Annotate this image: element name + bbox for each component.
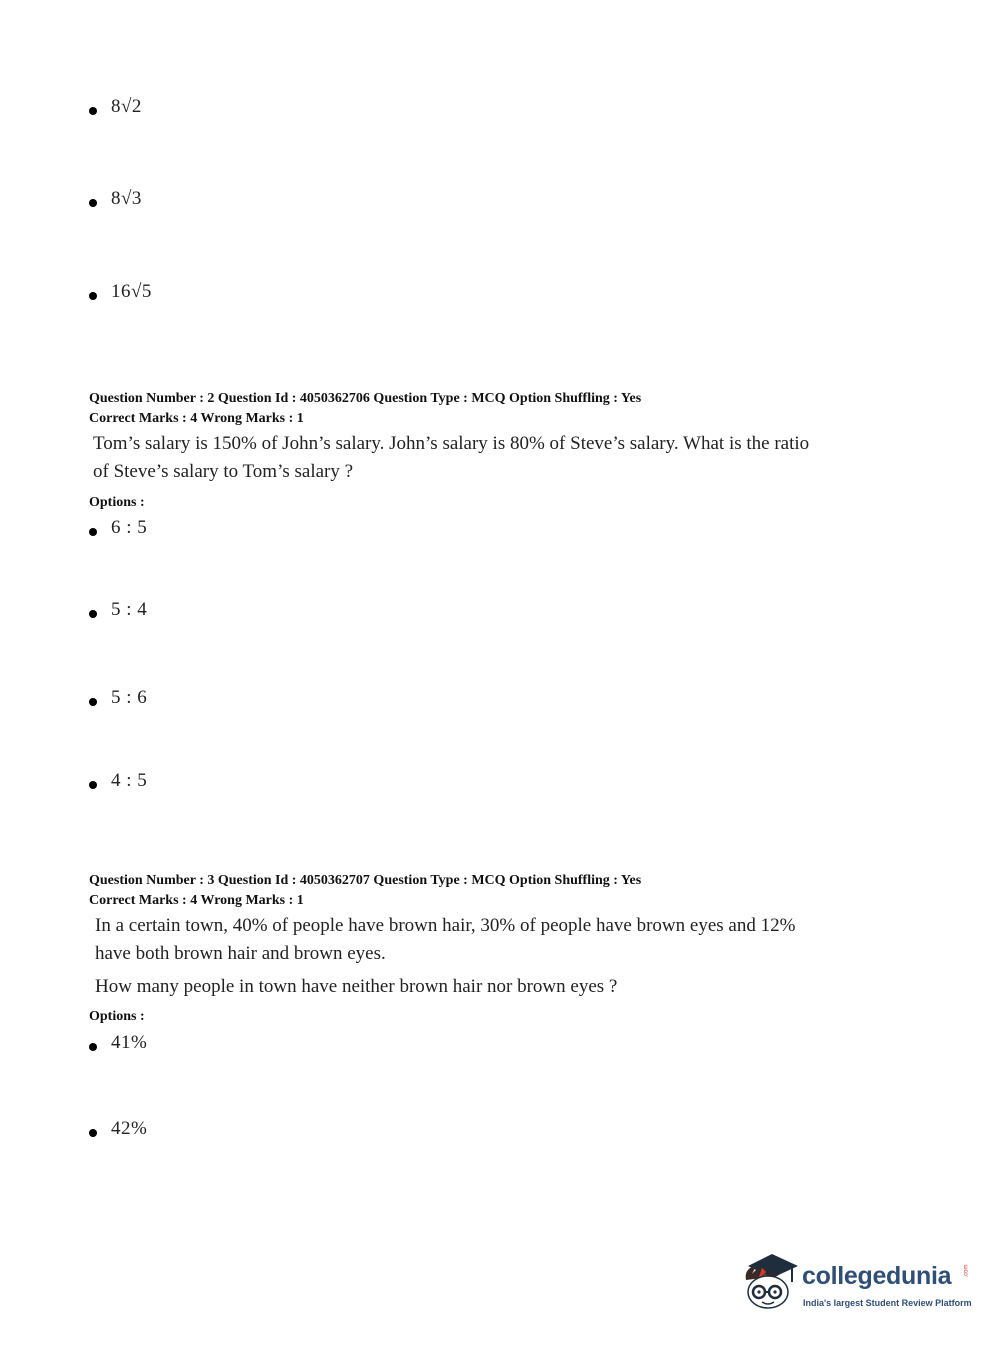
- option-text: 8√3: [111, 188, 142, 209]
- question-text-line: Tom’s salary is 150% of John’s salary. John’s salary is 80% of Steve’s salary. What is the ratio: [93, 433, 810, 454]
- question-text-line: In a certain town, 40% of people have brown hair, 30% of people have brown eyes and 12%: [95, 915, 796, 936]
- option-item: [89, 599, 147, 621]
- question-marks: Correct Marks : 4 Wrong Marks : 1: [89, 893, 304, 908]
- question-text-line: How many people in town have neither brown hair nor brown eyes ?: [95, 976, 618, 997]
- option-item: [89, 687, 147, 709]
- option-text: 8√2: [111, 96, 142, 117]
- option-item: [89, 770, 147, 792]
- logo-wordmark: collegedunia: [802, 1262, 952, 1290]
- option-item: [89, 96, 142, 118]
- question-marks: Correct Marks : 4 Wrong Marks : 1: [89, 411, 304, 426]
- option-text: 41%: [111, 1032, 148, 1053]
- option-item: [89, 188, 142, 210]
- bullet-icon: [89, 528, 97, 536]
- question-text-line: have both brown hair and brown eyes.: [95, 943, 386, 964]
- logo-com: .com: [963, 1264, 970, 1278]
- options-label: Options :: [89, 1009, 145, 1024]
- option-item: [89, 281, 152, 303]
- option-text: 16√5: [111, 281, 152, 302]
- bullet-icon: [89, 698, 97, 706]
- option-text: 6 : 5: [111, 517, 148, 538]
- bullet-icon: [89, 1129, 97, 1137]
- bullet-icon: [89, 292, 97, 300]
- question-text: [95, 912, 875, 1001]
- collegedunia-logo: [742, 1250, 972, 1320]
- logo-tagline: India's largest Student Review Platform: [803, 1298, 972, 1308]
- bullet-icon: [89, 781, 97, 789]
- bullet-icon: [89, 610, 97, 618]
- option-text: 5 : 4: [111, 599, 148, 620]
- mascot-icon: [742, 1250, 802, 1320]
- option-item: [89, 517, 147, 539]
- option-text: 42%: [111, 1118, 148, 1139]
- option-text: 5 : 6: [111, 687, 148, 708]
- options-label: Options :: [89, 495, 145, 510]
- question-meta: Question Number : 2 Question Id : 4050362706 Question Type : MCQ Option Shuffling : Yes: [89, 391, 642, 406]
- option-text: 4 : 5: [111, 770, 148, 791]
- question-text-line: of Steve’s salary to Tom’s salary ?: [93, 461, 354, 482]
- bullet-icon: [89, 1043, 97, 1051]
- option-item: [89, 1032, 147, 1054]
- bullet-icon: [89, 107, 97, 115]
- question-text: [93, 430, 873, 486]
- question-meta: Question Number : 3 Question Id : 4050362707 Question Type : MCQ Option Shuffling : Yes: [89, 873, 642, 888]
- option-item: [89, 1118, 147, 1140]
- bullet-icon: [89, 199, 97, 207]
